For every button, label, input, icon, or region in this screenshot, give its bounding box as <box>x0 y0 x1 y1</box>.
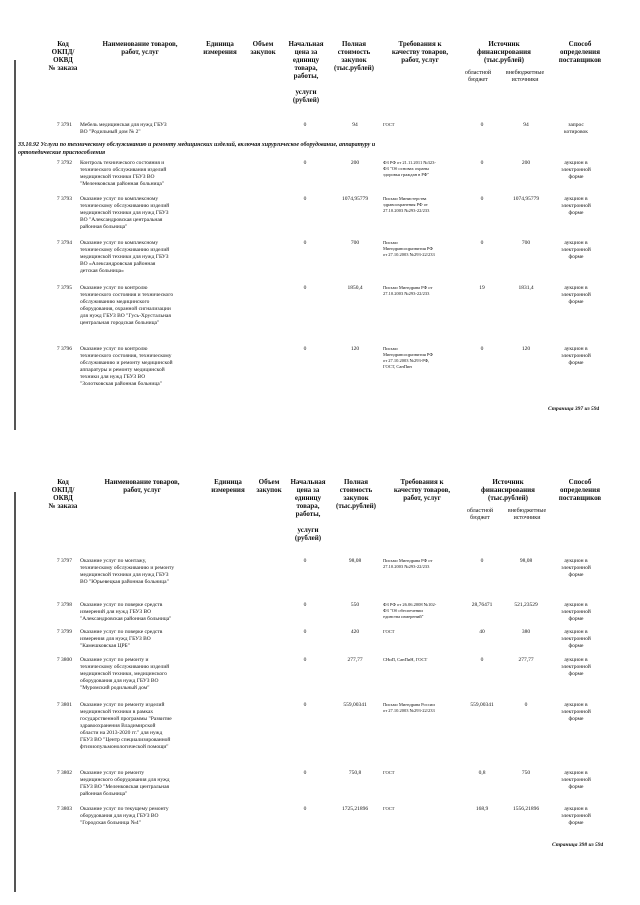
row-offbudget: 98,08 <box>519 558 533 564</box>
row-code: 7 3793 <box>56 196 72 202</box>
row-requirements: ГОСТ <box>383 122 395 127</box>
row-offbudget: 120 <box>521 346 531 352</box>
row-code: 7 3802 <box>56 770 72 776</box>
row-regional: 0 <box>480 346 484 352</box>
row-name: Мебель медицинская для нужд ГБУЗ ВО "Родильный дом № 2" <box>80 122 167 135</box>
header-start-price: Начальная цена за единицу товара, работы, услуги (рублей) <box>288 40 324 104</box>
row-total: 700 <box>350 240 360 246</box>
row-code: 7 3801 <box>56 702 72 708</box>
row-offbudget: 750 <box>521 770 531 776</box>
scan-edge <box>14 492 16 892</box>
row-code: 7 3797 <box>56 558 72 564</box>
row-code: 7 3794 <box>56 240 72 246</box>
row-requirements: Письмо Минздравсоцразвития РФ от 27.10.2003 №293-22/233 <box>383 240 435 257</box>
row-total: 1074,95779 <box>341 196 369 202</box>
header-source: Источник финансирования (тыс.рублей) <box>477 40 531 64</box>
row-name: Оказание услуг по ремонту и техническому обслуживанию изделий медицинской техники, медицинского оборудования для нужд ГБУЗ ВО "Муромский родильный дом" <box>80 657 170 691</box>
row-regional: 0 <box>480 160 484 166</box>
row-name: Оказание услуг по поверке средств измерения для нужд ГБУЗ ВО "Камешковская ЦРБ" <box>80 629 163 649</box>
row-offbudget: 1831,4 <box>518 285 534 291</box>
row-total: 1850,4 <box>347 285 363 291</box>
row-start-price: 0 <box>303 657 307 663</box>
row-start-price: 0 <box>303 122 307 128</box>
row-method: запрос котировок <box>564 122 588 135</box>
row-code: 7 3791 <box>56 122 72 128</box>
row-name: Оказание услуг по текущему ремонту оборудования для нужд ГБУЗ ВО "Городская больница №4" <box>80 806 169 826</box>
row-total: 559,00341 <box>343 702 367 708</box>
row-requirements: Письмо Минздрава РФ от 27.10.2003 №293-22/233 <box>383 285 433 296</box>
row-requirements: ГОСТ <box>383 770 395 775</box>
header-source-offbudget: внебюджетные источники <box>507 508 547 521</box>
row-total: 750,8 <box>348 770 362 776</box>
row-regional: 559,00341 <box>470 702 494 708</box>
row-name: Оказание услуг по ремонту изделий медицинской техники в рамках государственной программы "Развитие здравоохранения Владимирской области на 2013-2020 гг." для нужд ГБУЗ ВО "Центр специализированной фтизиопульмонологической помощи" <box>80 702 172 750</box>
row-name: Оказание услуг по комплексному техническому обслуживанию изделий медицинской техники для нужд ГБУЗ ВО "Александровская центральная районная больница" <box>80 196 170 230</box>
header-method: Способ определения поставщиков <box>558 40 602 64</box>
row-regional: 0 <box>480 122 484 128</box>
row-start-price: 0 <box>303 285 307 291</box>
row-start-price: 0 <box>303 602 307 608</box>
row-method: аукцион в электронной форме <box>561 160 591 180</box>
row-name: Оказание услуг по ремонту медицинского оборудования для нужд ГБУЗ ВО "Меленковская центральная районная больница" <box>80 770 170 797</box>
row-code: 7 3799 <box>56 629 72 635</box>
row-method: аукцион в электронной форме <box>561 702 591 722</box>
row-code: 7 3795 <box>56 285 72 291</box>
header-name: Наименование товаров, работ, услуг <box>102 40 178 56</box>
row-name: Оказание услуг по монтажу, техническому обслуживанию и ремонту медицинской техники для нужд ГБУЗ ВО "Юрьевецкая районная больница" <box>80 558 175 585</box>
row-regional: 168,9 <box>475 806 489 812</box>
row-method: аукцион в электронной форме <box>561 240 591 260</box>
header-requirements: Требования к качеству товаров, работ, услуг <box>393 478 451 502</box>
row-start-price: 0 <box>303 806 307 812</box>
row-method: аукцион в электронной форме <box>561 602 591 622</box>
row-method: аукцион в электронной форме <box>561 770 591 790</box>
row-requirements: Письмо Минздрава России от 27.10.2003 №293-22/233 <box>383 702 435 713</box>
header-name: Наименование товаров, работ, услуг <box>104 478 180 494</box>
row-total: 94 <box>352 122 358 128</box>
header-code: Код ОКПД/ ОКВД № заказа <box>48 40 78 72</box>
row-total: 277,77 <box>347 657 363 663</box>
row-total: 200 <box>350 160 360 166</box>
header-source-regional: областной бюджет <box>464 70 492 83</box>
row-start-price: 0 <box>303 240 307 246</box>
row-start-price: 0 <box>303 346 307 352</box>
row-regional: 19 <box>479 285 485 291</box>
row-start-price: 0 <box>303 558 307 564</box>
page-number: Страница 397 из 594 <box>548 406 600 412</box>
row-requirements: ФЗ РФ от 26.06.2008 №102- ФЗ "Об обеспечении единства измерений" <box>383 602 437 619</box>
row-method: аукцион в электронной форме <box>561 346 591 366</box>
row-start-price: 0 <box>303 196 307 202</box>
row-offbudget: 1556,21896 <box>512 806 540 812</box>
row-regional: 40 <box>479 629 485 635</box>
row-start-price: 0 <box>303 702 307 708</box>
row-name: Контроль технического состояния и технического обслуживания изделий медицинской техники ГБУЗ ВО "Меленковская районная больница" <box>80 160 167 187</box>
scan-edge <box>14 60 16 430</box>
row-offbudget: 277,77 <box>518 657 534 663</box>
row-requirements: Письмо Минздрава РФ от 27.10.2003 №293-22/233 <box>383 558 433 569</box>
header-requirements: Требования к качеству товаров, работ, услуг <box>391 40 449 64</box>
row-requirements: Письмо Минздравсоцразвития РФ от 27.10.2003 №293-РФ, ГОСТ, СанПин <box>383 346 433 369</box>
row-total: 1725,21896 <box>341 806 369 812</box>
header-method: Способ определения поставщиков <box>558 478 602 502</box>
row-code: 7 3796 <box>56 346 72 352</box>
row-method: аукцион в электронной форме <box>561 657 591 677</box>
row-start-price: 0 <box>303 629 307 635</box>
row-offbudget: 0 <box>524 702 528 708</box>
header-volume: Объем закупок <box>250 40 276 56</box>
row-regional: 0 <box>480 657 484 663</box>
header-source: Источник финансирования (тыс.рублей) <box>481 478 535 502</box>
header-source-regional: областной бюджет <box>466 508 494 521</box>
row-regional: 28,76471 <box>471 602 493 608</box>
row-start-price: 0 <box>303 770 307 776</box>
row-requirements: ГОСТ <box>383 806 395 811</box>
page-number: Страница 398 из 594 <box>552 842 604 848</box>
row-regional: 0 <box>480 558 484 564</box>
row-offbudget: 521,23529 <box>514 602 538 608</box>
row-code: 7 3792 <box>56 160 72 166</box>
row-offbudget: 380 <box>521 629 531 635</box>
header-unit: Единица измерения <box>211 478 245 494</box>
row-name: Оказание услуг по контролю технического состояния и технического обслуживанию медицинского оборудования, охранной сигнализации для нужд ГБУЗ ВО "Гусь-Хрустальная центральная городская больница" <box>80 285 174 326</box>
row-name: Оказание услуг по комплексному техническому обслуживанию изделий медицинской техники для нужд ГБУЗ ВО «Александровская районная детская больница» <box>80 240 170 274</box>
header-volume: Объем закупок <box>256 478 282 494</box>
row-requirements: Письмо Министерства здравоохранения РФ от 27.10.2003 №293-22/233 <box>383 196 430 213</box>
document-page-397 <box>0 0 640 452</box>
header-source-offbudget: внебюджетные источники <box>505 70 545 83</box>
row-offbudget: 94 <box>523 122 529 128</box>
row-name: Оказание услуг по контролю технического состояния, техническому обслуживанию и ремонту медицинской аппаратуры и ремонту медицинской техники для нужд ГБУЗ ВО "Золотковская районная больница" <box>80 346 173 387</box>
row-method: аукцион в электронной форме <box>561 806 591 826</box>
row-method: аукцион в электронной форме <box>561 629 591 649</box>
row-name: Оказание услуг по поверке средств измерений для нужд ГБУЗ ВО "Александровская районная больница" <box>80 602 172 622</box>
row-requirements: ГОСТ <box>383 629 395 634</box>
row-code: 7 3800 <box>56 657 72 663</box>
row-total: 98,08 <box>348 558 362 564</box>
header-total: Полная стоимость закупок (тыс.рублей) <box>333 40 375 72</box>
header-start-price: Начальная цена за единицу товара, работы, услуги (рублей) <box>290 478 326 542</box>
section-heading: 33.10.92 Услуги по техническому обслуживанию и ремонту медицинских изделий, включая хирургическое оборудование, аппаратуру и ортопедические приспособления <box>18 142 376 156</box>
row-total: 550 <box>350 602 360 608</box>
header-unit: Единица измерения <box>203 40 237 56</box>
row-offbudget: 700 <box>521 240 531 246</box>
row-code: 7 3803 <box>56 806 72 812</box>
row-start-price: 0 <box>303 160 307 166</box>
row-requirements: СНиП, СанПиН, ГОСТ <box>383 657 428 662</box>
row-regional: 0 <box>480 196 484 202</box>
row-offbudget: 1074,95779 <box>512 196 540 202</box>
row-method: аукцион в электронной форме <box>561 558 591 578</box>
row-offbudget: 200 <box>521 160 531 166</box>
document-page-398 <box>0 452 640 905</box>
row-method: аукцион в электронной форме <box>561 196 591 216</box>
row-regional: 0,8 <box>478 770 486 776</box>
header-code: Код ОКПД/ ОКВД № заказа <box>48 478 78 510</box>
row-regional: 0 <box>480 240 484 246</box>
row-method: аукцион в электронной форме <box>561 285 591 305</box>
row-total: 120 <box>350 346 360 352</box>
row-total: 420 <box>350 629 360 635</box>
row-requirements: ФЗ РФ от 21.11.2011 №323- ФЗ "Об основах охраны здоровья граждан в РФ" <box>383 160 436 177</box>
row-code: 7 3798 <box>56 602 72 608</box>
header-total: Полная стоимость закупок (тыс.рублей) <box>335 478 377 510</box>
